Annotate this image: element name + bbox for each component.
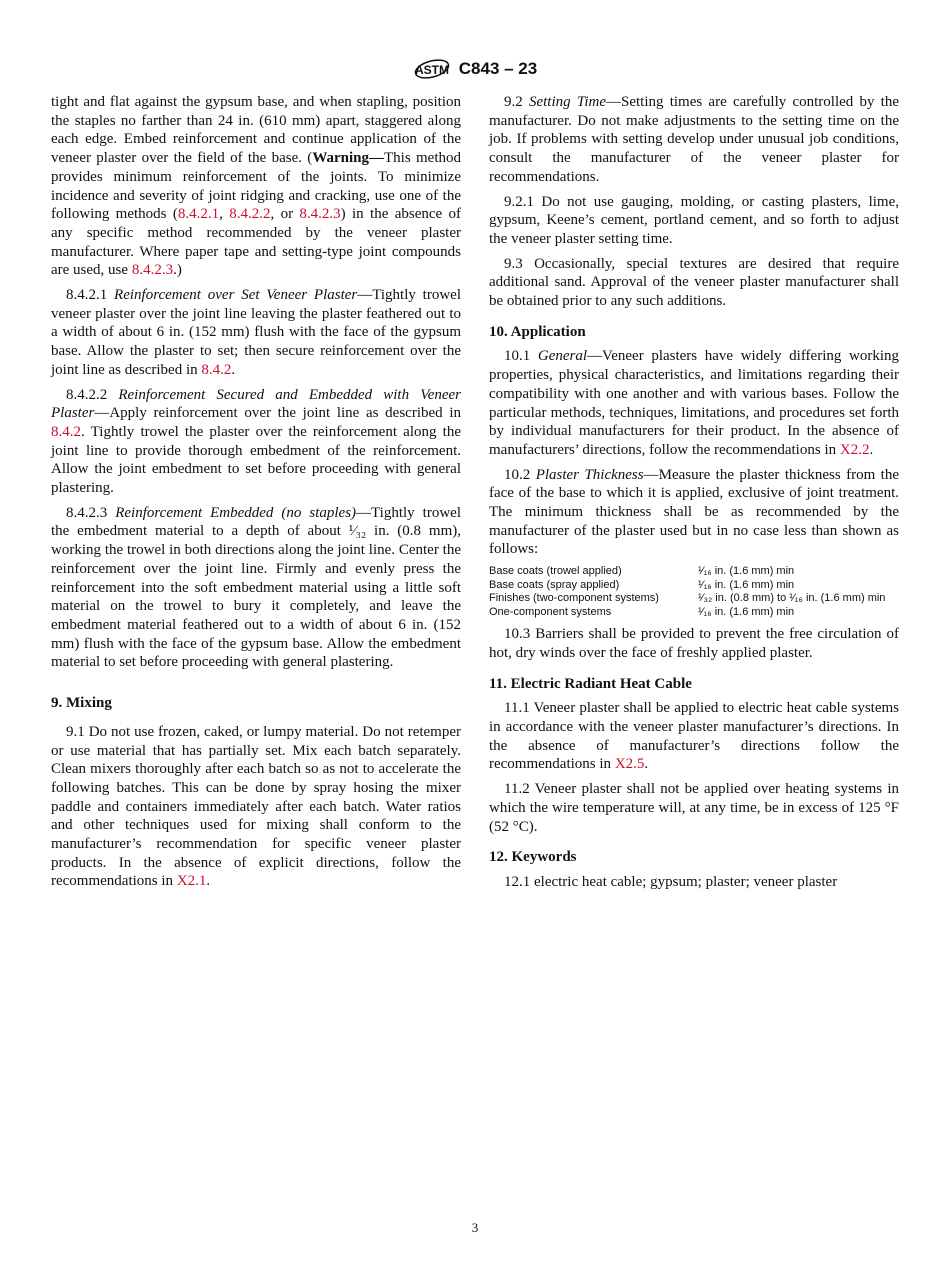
paragraph [51,286,461,380]
paragraph [489,625,899,662]
svg-text:ASTM: ASTM [414,63,449,77]
paragraph [51,386,461,498]
paragraph [489,873,899,892]
text-run: 10.2 [504,466,536,483]
text-run: 8.4.2.2 [66,386,119,403]
table-row [489,592,899,606]
cross-reference-link[interactable]: 8.4.2.3 [299,206,341,223]
right-column [489,93,899,898]
page-header [0,56,950,82]
cross-reference-link[interactable]: 8.4.2 [201,361,232,378]
text-run: 9.2.1 Do not use gauging, molding, or casting plasters, lime, gypsum, Keene’s cement, portland cement, and so forth to adjust the veneer plaster setting time. [489,193,899,247]
text-run: . [206,873,211,890]
table-row [489,565,899,579]
coat-type-cell: Base coats (trowel applied) [489,565,622,578]
text-run: 8.4.2.1 [66,287,115,304]
paragraph [489,193,899,249]
cross-reference-link[interactable]: X2.5 [614,756,645,773]
cross-reference-link[interactable]: 8.4.2.3 [131,262,174,279]
cross-reference-link[interactable]: X2.2 [839,441,870,458]
paragraph [489,699,899,774]
cross-reference-link[interactable]: 8.4.2 [51,423,81,440]
text-run: —Measure the plaster thickness from the face of the base to which it is applied, exclusive of joint treatment. The minimum thickness shall be as recommended by the manufacturer of the plaster used but in no case less than shown as follows: [489,466,900,558]
text-run: . [869,441,874,458]
text-run: 12.1 electric heat cable; gypsum; plaster; veneer plaster [504,873,838,890]
text-run: —Setting times are carefully controlled by the manufacturer. Do not make adjustments to the setting time on the job. If problems with setting develop under unusual job conditions, consult the manufacturer of the veneer plaster for recommendations. [489,94,900,185]
text-run: 9.2 [504,94,529,110]
cross-reference-link[interactable]: 8.4.2.1 [177,206,220,223]
subsection-title: Plaster Thickness [535,466,644,483]
paragraph [51,93,461,280]
text-run: 8.4.2.3 [66,504,116,521]
text-run: . [644,756,649,773]
min-thickness-cell: ¹⁄₁₆ in. (1.6 mm) min [698,578,795,591]
section-heading: 9. Mixing [51,695,112,712]
text-run: 9.3 Occasionally, special textures are desired that require additional sand. Approval of the veneer plaster manufacturer shall be obtained prior to any such additions. [489,255,899,310]
coat-type-cell: Finishes (two-component systems) [489,592,659,605]
thickness-table [489,565,899,619]
min-thickness-cell: ¹⁄₁₆ in. (1.6 mm) min [698,565,795,578]
table-row [489,606,899,620]
text-run: , or [270,206,300,223]
min-thickness-cell: ¹⁄₃₂ in. (0.8 mm) to ¹⁄₁₆ in. (1.6 mm) min [698,592,886,605]
section-heading: 12. Keywords [489,849,577,866]
cross-reference-link[interactable]: X2.1 [176,873,207,890]
section-heading: 11. Electric Radiant Heat Cable [489,675,692,692]
text-run: .) [173,262,182,279]
text-run: —Tightly trowel veneer plaster over the joint line leaving the plaster feathered out to a width of about 6 in. (152 mm) flush with the face of the gypsum base. Allow the plaster to set; then secure reinforcement over the joint line as described in [51,287,461,378]
paragraph [489,466,899,560]
subsection-title: Reinforcement Secured and Embedded with Veneer Plaster [51,386,462,422]
paragraph [51,504,461,672]
text-run: 9.1 Do not use frozen, caked, or lumpy material. Do not retemper or use material that has partially set. Mix each batch separately. Clean mixers thoroughly after each batch so as not to accelerate the following batches. This can be done by spray hosing the mixer paddle and containers immediately after each batch. Water ratios and other techniques used for mixing shall conform to the manufacturer’s recommendation for specific veneer plaster products. In the absence of explicit directions, follow the recommendations in [51,723,461,890]
text-run: —Veneer plasters have widely differing working properties, physical characteristics, and limitations regarding their compatibility with one another and with various bases. Follow the particular methods, techniques, limitations, and procedures set forth by individual manufacturers for their product. In the absence of manufacturers’ directions, follow the recommendations in [489,348,899,458]
warning-label: Warning— [312,150,384,167]
text-run: tight and flat against the gypsum base, and when stapling, position the staples no farther than 24 in. (610 mm) apart, staggered along each edge. Embed reinforcement and continue application of the veneer plaster over the field of the base. ( [51,94,461,167]
document-designation: C843 – 23 [458,59,538,78]
text-run: . [231,361,236,378]
cross-reference-link[interactable]: 8.4.2.2 [229,206,271,223]
coat-type-cell: Base coats (spray applied) [489,578,620,591]
paragraph [489,780,899,836]
coat-type-cell: One-component systems [489,605,612,618]
subsection-title: Setting Time [528,94,607,110]
text-run: —Apply reinforcement over the joint line as described in [94,405,461,422]
astm-logo-icon [413,56,451,82]
text-run: —Tightly trowel the embedment material to a depth of about ¹⁄₃₂ in. (0.8 mm), working the trowel in both directions along the joint line. Center the reinforcement over the joint line. Firmly and evenly press the reinforcement into the soft embedment material using a little soft material on the trowel to bury it completely, and leave the embedment material feathered out to a width of about 6 in. (152 mm) flush with the face of the gypsum base. Allow the embedment material to set before proceeding with general plastering. [51,504,461,671]
text-run: . Tightly trowel the plaster over the reinforcement along the joint line to provide thorough embedment of the reinforcement. Allow the joint embedment to set before proceeding with general plastering. [51,423,461,497]
text-run: 11.2 Veneer plaster shall not be applied over heating systems in which the wire temperature will, at any time, be in excess of 125 °F (52 °C). [489,781,899,835]
subsection-title: Reinforcement over Set Veneer Plaster [114,287,358,304]
min-thickness-cell: ¹⁄₁₆ in. (1.6 mm) min [698,605,795,618]
paragraph [51,723,461,891]
paragraph [489,93,899,187]
left-column [51,93,461,897]
text-run: , [219,206,230,223]
subsection-title: Reinforcement Embedded (no staples) [115,504,357,521]
text-run: This method provides minimum reinforcement of the joints. To minimize incidence and severity of joint ridging and cracking, use one of the following methods ( [51,150,461,223]
text-run: 11.1 Veneer plaster shall be applied to electric heat cable systems in accordance with the veneer plaster manufacturer’s directions. In the absence of manufacturer’s directions follow the recommendations in [489,700,899,773]
text-run: ) in the absence of any specific method recommended by the veneer plaster manufacturer. Where paper tape and setting-type joint compounds are used, use [51,206,462,279]
section-heading: 10. Application [489,323,586,340]
paragraph [489,347,899,459]
paragraph [489,255,899,311]
table-row [489,579,899,593]
text-run: 10.1 [504,348,538,365]
page-number: 3 [471,1220,479,1235]
text-run: 10.3 Barriers shall be provided to prevent the free circulation of hot, dry winds over the face of freshly applied plaster. [489,626,899,661]
subsection-title: General [537,348,588,365]
